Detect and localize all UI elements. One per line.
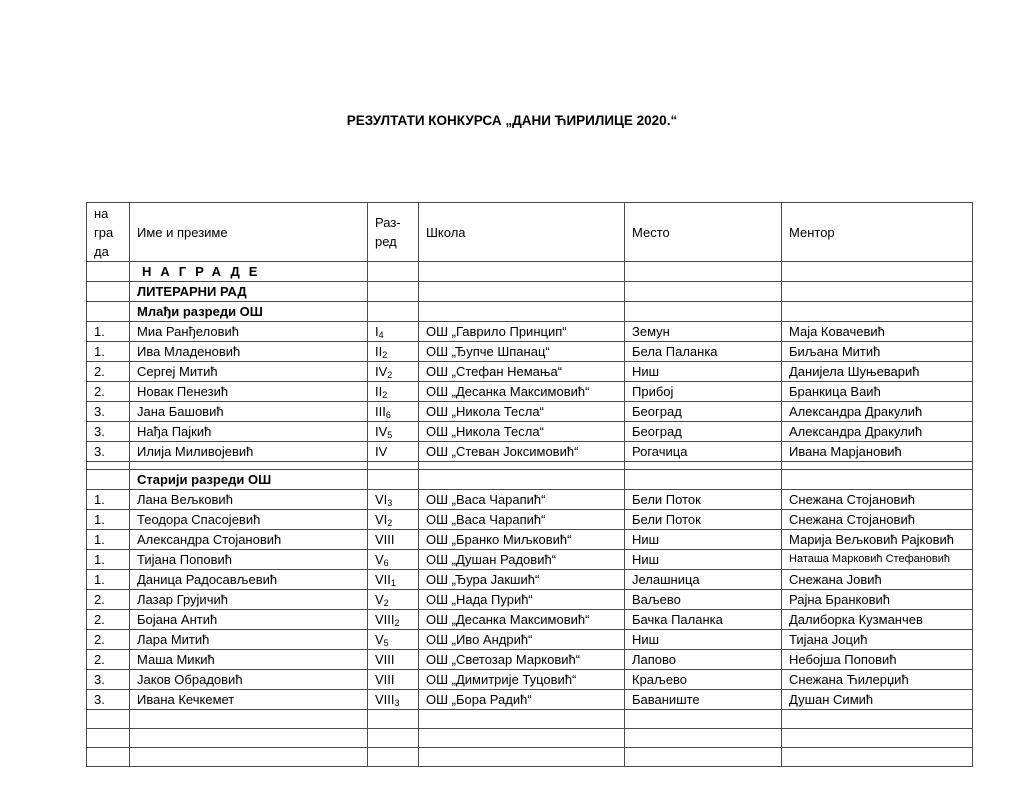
award-cell: 1. — [87, 322, 130, 342]
mentor-cell: Рајна Бранковић — [782, 590, 973, 610]
place-cell: Ниш — [625, 550, 782, 570]
grade-section: 2 — [383, 598, 389, 608]
award-cell: 1. — [87, 570, 130, 590]
grade-cell — [368, 670, 419, 690]
place-cell: Ниш — [625, 630, 782, 650]
table-row — [87, 442, 973, 462]
grade-value: VI — [375, 492, 388, 507]
mentor-cell: Снежана Стојановић — [782, 490, 973, 510]
table-row — [87, 670, 973, 690]
grade-cell — [368, 530, 419, 550]
header-row — [87, 203, 973, 262]
place-cell: Београд — [625, 422, 782, 442]
grade-cell — [368, 550, 419, 570]
name-cell: Александра Стојановић — [130, 530, 368, 550]
spacer-row — [87, 462, 973, 470]
award-cell: 2. — [87, 610, 130, 630]
name-cell: Јана Башовић — [130, 402, 368, 422]
grade-section: 6 — [385, 410, 391, 420]
group-row-older — [87, 470, 973, 490]
school-cell: ОШ „Никола Тесла“ — [419, 402, 625, 422]
table-row — [87, 422, 973, 442]
header-place: Место — [625, 203, 782, 262]
place-cell: Бели Поток — [625, 490, 782, 510]
grade-cell — [368, 422, 419, 442]
name-cell: Лазар Грујичић — [130, 590, 368, 610]
header-name: Име и презиме — [130, 203, 368, 262]
mentor-cell: Биљана Митић — [782, 342, 973, 362]
mentor-cell: Данијела Шуњеварић — [782, 362, 973, 382]
mentor-cell: Марија Вељковић Рајковић — [782, 530, 973, 550]
table-row — [87, 570, 973, 590]
school-cell: ОШ „Иво Андрић“ — [419, 630, 625, 650]
school-cell: ОШ „Душан Радовић“ — [419, 550, 625, 570]
header-award: на гра да — [87, 203, 130, 262]
award-cell: 2. — [87, 382, 130, 402]
place-cell: Бачка Паланка — [625, 610, 782, 630]
mentor-cell: Маја Ковачевић — [782, 322, 973, 342]
group-row-younger — [87, 302, 973, 322]
grade-value: IV — [375, 444, 388, 459]
school-cell: ОШ „Гаврило Принцип“ — [419, 322, 625, 342]
section-row-literary — [87, 282, 973, 302]
grade-cell — [368, 342, 419, 362]
grade-section: 2 — [387, 370, 393, 380]
award-cell: 3. — [87, 442, 130, 462]
name-cell: Ивана Кечкемет — [130, 690, 368, 710]
grade-value: IV — [375, 364, 388, 379]
name-cell: Тијана Поповић — [130, 550, 368, 570]
group-older-label: Старији разреди ОШ — [130, 470, 368, 490]
grade-section: 2 — [382, 390, 388, 400]
empty-row — [87, 748, 973, 767]
award-cell: 1. — [87, 510, 130, 530]
grade-section: 2 — [382, 350, 388, 360]
school-cell: ОШ „Светозар Марковић“ — [419, 650, 625, 670]
name-cell: Миа Ранђеловић — [130, 322, 368, 342]
grade-cell — [368, 630, 419, 650]
empty-row — [87, 729, 973, 748]
group-younger-label: Млађи разреди ОШ — [130, 302, 368, 322]
grade-value: VII — [375, 572, 391, 587]
grade-value: V — [375, 632, 384, 647]
place-cell: Рогачица — [625, 442, 782, 462]
grade-cell — [368, 650, 419, 670]
table-row — [87, 322, 973, 342]
name-cell: Сергеј Митић — [130, 362, 368, 382]
header-school: Школа — [419, 203, 625, 262]
school-cell: ОШ „Стефан Немања“ — [419, 362, 625, 382]
mentor-cell: Бранкица Ваић — [782, 382, 973, 402]
grade-cell — [368, 382, 419, 402]
school-cell: ОШ „Ђупче Шпанац“ — [419, 342, 625, 362]
mentor-cell: Снежана Јовић — [782, 570, 973, 590]
name-cell: Ива Младеновић — [130, 342, 368, 362]
place-cell: Баваниште — [625, 690, 782, 710]
grade-value: VIII — [375, 612, 395, 627]
grade-value: IV — [375, 424, 388, 439]
table-row — [87, 402, 973, 422]
grade-section: 3 — [394, 698, 400, 708]
school-cell: ОШ „Васа Чарапић“ — [419, 510, 625, 530]
school-cell: ОШ „Бранко Миљковић“ — [419, 530, 625, 550]
name-cell: Маша Микић — [130, 650, 368, 670]
award-cell: 2. — [87, 650, 130, 670]
table-row — [87, 342, 973, 362]
grade-value: VIII — [375, 532, 395, 547]
name-cell: Новак Пенезић — [130, 382, 368, 402]
place-cell: Краљево — [625, 670, 782, 690]
grade-cell — [368, 402, 419, 422]
mentor-cell: Ивана Марјановић — [782, 442, 973, 462]
table-row — [87, 490, 973, 510]
table-row — [87, 530, 973, 550]
grade-cell — [368, 570, 419, 590]
header-grade: Раз- ред — [368, 203, 419, 262]
school-cell: ОШ „Бора Радић“ — [419, 690, 625, 710]
grade-value: V — [375, 592, 384, 607]
grade-section: 6 — [383, 558, 389, 568]
grade-section: 3 — [387, 498, 393, 508]
grade-value: VIII — [375, 692, 395, 707]
mentor-cell: Душан Симић — [782, 690, 973, 710]
place-cell: Лапово — [625, 650, 782, 670]
grade-cell — [368, 510, 419, 530]
name-cell: Илија Миливојевић — [130, 442, 368, 462]
award-cell: 2. — [87, 630, 130, 650]
place-cell: Јелашница — [625, 570, 782, 590]
school-cell: ОШ „Ђура Јакшић“ — [419, 570, 625, 590]
table-row — [87, 630, 973, 650]
grade-cell — [368, 610, 419, 630]
mentor-cell: Тијана Јоцић — [782, 630, 973, 650]
section-literary-label: ЛИТЕРАРНИ РАД — [130, 282, 368, 302]
section-awards-label: НАГРАДЕ — [130, 262, 368, 282]
school-cell: ОШ „Никола Тесла“ — [419, 422, 625, 442]
mentor-cell: Небојша Поповић — [782, 650, 973, 670]
grade-section: 5 — [383, 638, 389, 648]
award-cell: 3. — [87, 690, 130, 710]
grade-value: VIII — [375, 672, 395, 687]
grade-cell — [368, 590, 419, 610]
grade-cell — [368, 362, 419, 382]
grade-value: II — [375, 384, 383, 399]
place-cell: Прибој — [625, 382, 782, 402]
table-row — [87, 610, 973, 630]
grade-cell — [368, 322, 419, 342]
grade-value: V — [375, 552, 384, 567]
table-row — [87, 362, 973, 382]
name-cell: Теодора Спасојевић — [130, 510, 368, 530]
name-cell: Лана Вељковић — [130, 490, 368, 510]
place-cell: Бела Паланка — [625, 342, 782, 362]
table-row — [87, 382, 973, 402]
name-cell: Јаков Обрадовић — [130, 670, 368, 690]
award-cell: 1. — [87, 490, 130, 510]
table-row — [87, 590, 973, 610]
school-cell: ОШ „Десанка Максимовић“ — [419, 382, 625, 402]
school-cell: ОШ „Нада Пурић“ — [419, 590, 625, 610]
school-cell: ОШ „Васа Чарапић“ — [419, 490, 625, 510]
table-row — [87, 690, 973, 710]
school-cell: ОШ „Стеван Јоксимовић“ — [419, 442, 625, 462]
mentor-cell: Александра Дракулић — [782, 422, 973, 442]
grade-section: 4 — [378, 330, 384, 340]
grade-cell — [368, 690, 419, 710]
place-cell: Земун — [625, 322, 782, 342]
mentor-cell: Снежана Ћилерџић — [782, 670, 973, 690]
award-cell: 3. — [87, 422, 130, 442]
grade-value: VIII — [375, 652, 395, 667]
award-cell: 3. — [87, 402, 130, 422]
place-cell: Ниш — [625, 530, 782, 550]
page-title: РЕЗУЛТАТИ КОНКУРСА „ДАНИ ЋИРИЛИЦЕ 2020.“ — [346, 113, 678, 128]
name-cell: Даница Радосављевић — [130, 570, 368, 590]
grade-value: III — [375, 404, 386, 419]
table-row — [87, 550, 973, 570]
school-cell: ОШ „Десанка Максимовић“ — [419, 610, 625, 630]
grade-cell — [368, 490, 419, 510]
mentor-cell: Наташа Марковић Стефановић — [782, 550, 973, 570]
mentor-cell: Александра Дракулић — [782, 402, 973, 422]
award-cell: 1. — [87, 550, 130, 570]
grade-value: VI — [375, 512, 388, 527]
empty-row — [87, 710, 973, 729]
award-cell: 2. — [87, 590, 130, 610]
mentor-cell: Далиборка Кузманчев — [782, 610, 973, 630]
award-cell: 1. — [87, 342, 130, 362]
grade-section: 2 — [387, 518, 393, 528]
place-cell: Ваљево — [625, 590, 782, 610]
table-row — [87, 650, 973, 670]
school-cell: ОШ „Димитрије Туцовић“ — [419, 670, 625, 690]
header-mentor: Ментор — [782, 203, 973, 262]
name-cell: Лара Митић — [130, 630, 368, 650]
section-row-awards — [87, 262, 973, 282]
grade-section: 2 — [394, 618, 400, 628]
award-cell: 1. — [87, 530, 130, 550]
grade-cell — [368, 442, 419, 462]
grade-section: 5 — [387, 430, 393, 440]
name-cell: Нађа Пајкић — [130, 422, 368, 442]
place-cell: Бели Поток — [625, 510, 782, 530]
place-cell: Ниш — [625, 362, 782, 382]
grade-value: II — [375, 344, 383, 359]
table-row — [87, 510, 973, 530]
results-table — [86, 202, 973, 767]
name-cell: Бојана Антић — [130, 610, 368, 630]
mentor-cell: Снежана Стојановић — [782, 510, 973, 530]
grade-value: I — [375, 324, 379, 339]
award-cell: 2. — [87, 362, 130, 382]
place-cell: Београд — [625, 402, 782, 422]
grade-section: 1 — [390, 578, 396, 588]
award-cell: 3. — [87, 670, 130, 690]
